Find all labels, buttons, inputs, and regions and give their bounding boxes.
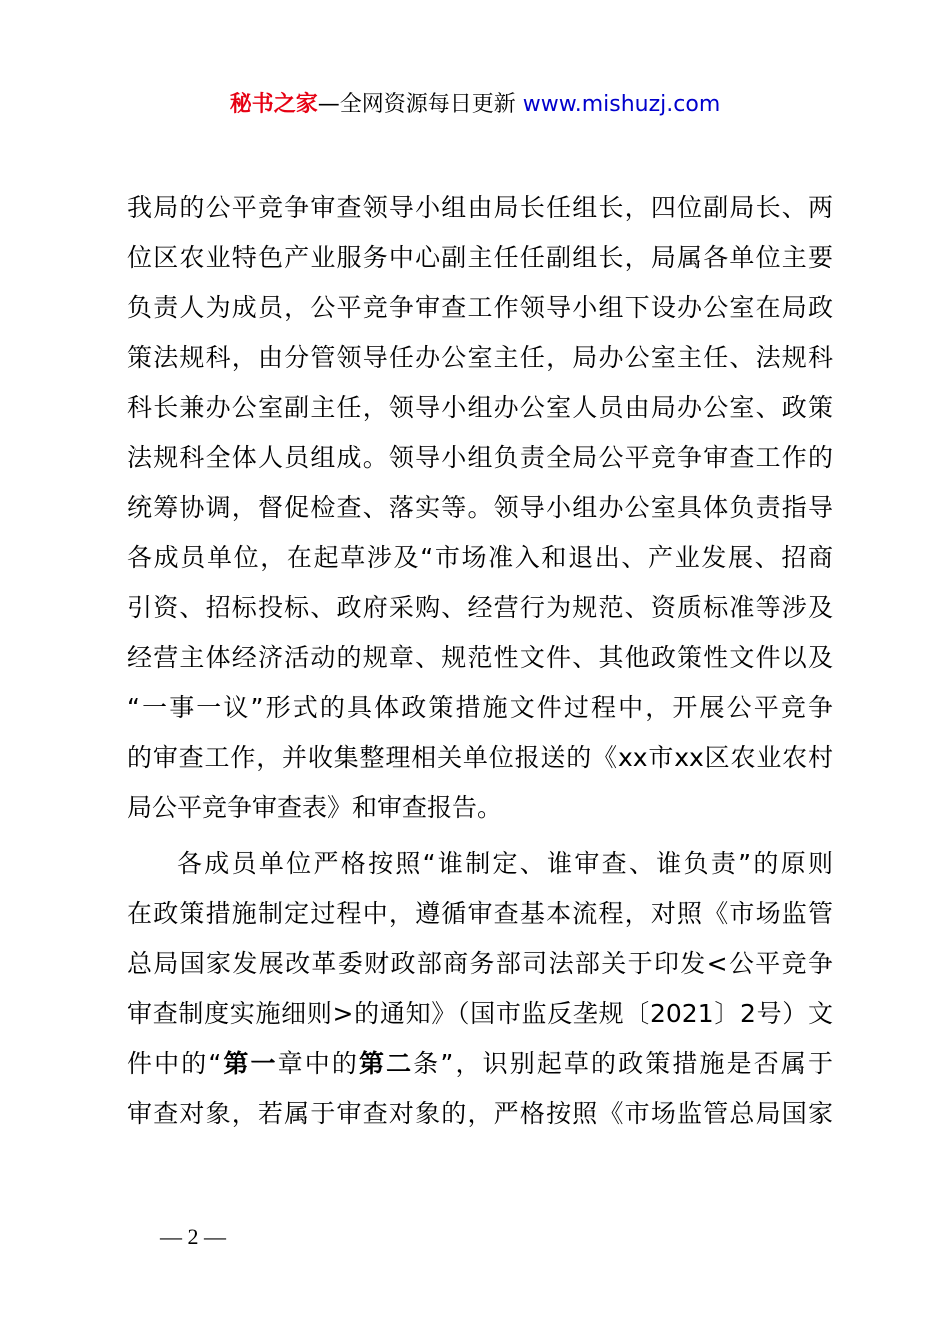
text-line: 各成员单位，在起草涉及“市场准入和退出、产业发展、招商 bbox=[127, 543, 833, 572]
text-line: 的审查工作，并收集整理相关单位报送的《xx市xx区农业农村 bbox=[127, 743, 833, 772]
text-line: 科长兼办公室副主任，领导小组办公室人员由局办公室、政策 bbox=[127, 393, 833, 422]
text-line: 策法规科，由分管领导任办公室主任，局办公室主任、法规科 bbox=[127, 343, 833, 372]
text-line-with-bold bbox=[127, 1039, 833, 1089]
text-line: “一事一议”形式的具体政策措施文件过程中，开展公平竞争 bbox=[127, 693, 833, 722]
text-segment: 件中的“ bbox=[127, 1049, 222, 1078]
text-line: 统筹协调，督促检查、落实等。领导小组办公室具体负责指导 bbox=[127, 493, 833, 522]
text-line: 审查制度实施细则>的通知》（国市监反垄规〔2021〕2号）文 bbox=[127, 999, 833, 1028]
text-line: 审查对象，若属于审查对象的，严格按照《市场监管总局国家 bbox=[127, 1099, 833, 1128]
paragraph-1 bbox=[127, 183, 833, 833]
bold-segment: 第一 bbox=[221, 1049, 278, 1078]
text-line-indented: 各成员单位严格按照“谁制定、谁审查、谁负责”的原则 bbox=[177, 849, 833, 878]
header-slogan: —全网资源每日更新 bbox=[317, 92, 523, 117]
site-header bbox=[0, 88, 950, 122]
text-line: 位区农业特色产业服务中心副主任任副组长，局属各单位主要 bbox=[127, 243, 833, 272]
text-line: 引资、招标投标、政府采购、经营行为规范、资质标准等涉及 bbox=[127, 593, 833, 622]
document-body bbox=[127, 183, 833, 1139]
text-line: 经营主体经济活动的规章、规范性文件、其他政策性文件以及 bbox=[127, 643, 833, 672]
text-line: 总局国家发展改革委财政部商务部司法部关于印发<公平竞争 bbox=[127, 949, 833, 978]
text-line: 我局的公平竞争审查领导小组由局长任组长，四位副局长、两 bbox=[127, 193, 833, 222]
page-number: — 2 — bbox=[160, 1224, 226, 1249]
header-url-link[interactable]: www.mishuzj.com bbox=[522, 92, 721, 117]
text-line: 法规科全体人员组成。领导小组负责全局公平竞争审查工作的 bbox=[127, 443, 833, 472]
text-segment: 条”，识别起草的政策措施是否属于 bbox=[413, 1049, 833, 1078]
text-line: 局公平竞争审查表》和审查报告。 bbox=[127, 793, 503, 822]
header-brand: 秘书之家 bbox=[229, 92, 318, 117]
text-line: 在政策措施制定过程中，遵循审查基本流程，对照《市场监管 bbox=[127, 899, 833, 928]
text-segment: 章中的 bbox=[277, 1049, 360, 1078]
paragraph-2 bbox=[127, 839, 833, 1139]
bold-segment: 第二 bbox=[359, 1049, 414, 1078]
text-line: 负责人为成员，公平竞争审查工作领导小组下设办公室在局政 bbox=[127, 293, 833, 322]
